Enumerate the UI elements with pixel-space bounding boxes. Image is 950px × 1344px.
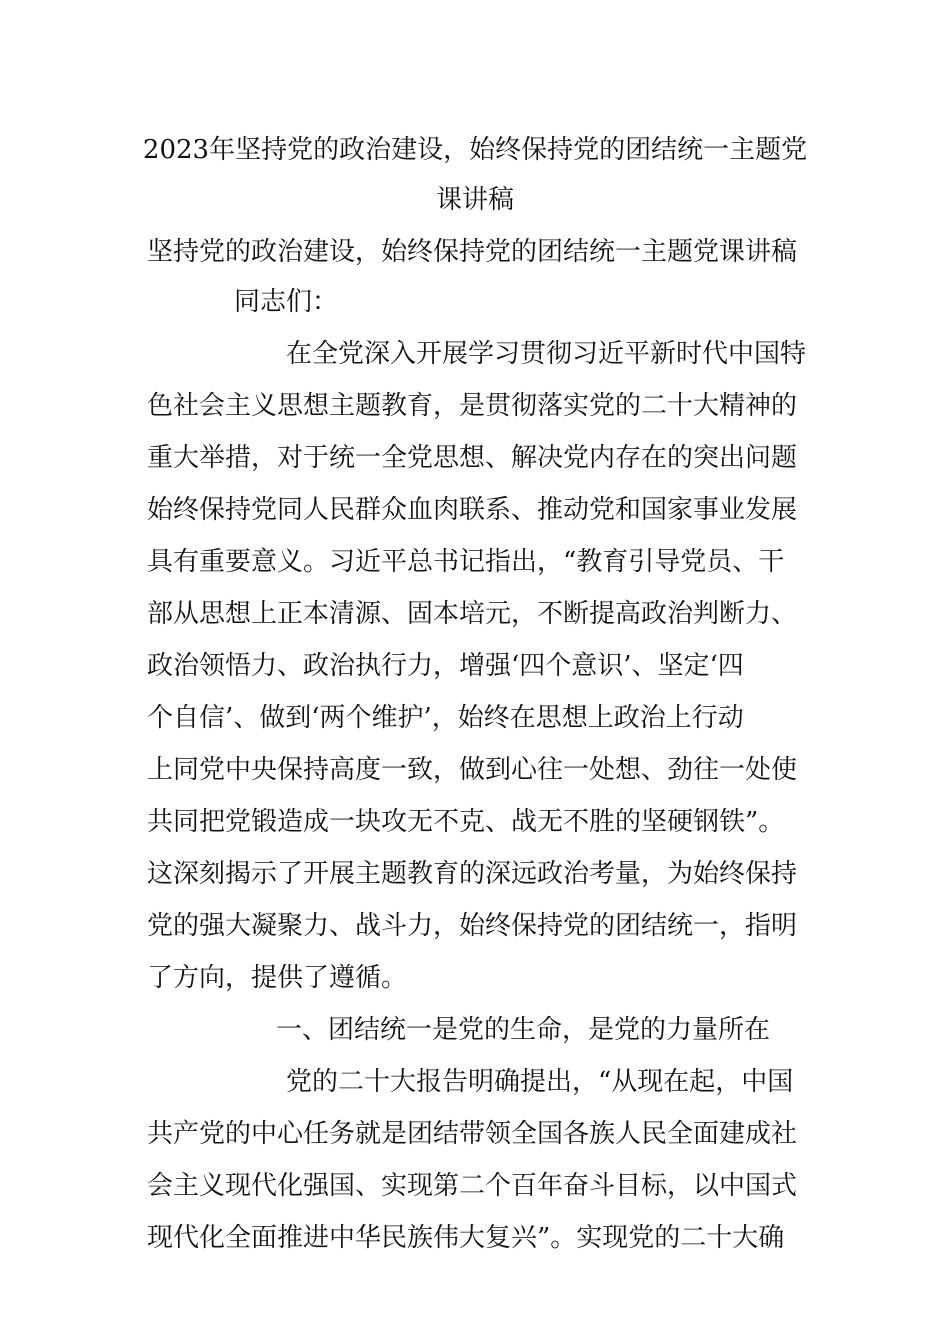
paragraph-1-line: 个自信’、做到‘两个维护’，始终在思想上政治上行动: [147, 703, 744, 733]
paragraph-1-line: 具有重要意义。习近平总书记指出，“教育引导党员、干: [147, 547, 785, 577]
paragraph-1-line: 上同党中央保持高度一致，做到心往一处想、劲往一处使: [147, 755, 798, 785]
paragraph-1-line: 在全党深入开展学习贯彻习近平新时代中国特: [286, 339, 807, 369]
paragraph-1-line: 重大举措，对于统一全党思想、解决党内存在的突出问题: [147, 443, 798, 473]
paragraph-2-line: 党的二十大报告明确提出，“从现在起，中国: [286, 1067, 794, 1097]
paragraph-1-line: 政治领悟力、政治执行力，增强‘四个意识’、坚定‘四: [147, 651, 744, 681]
paragraph-1-line: 部从思想上正本清源、固本培元，不断提高政治判断力、: [147, 599, 798, 629]
paragraph-1-line: 始终保持党同人民群众血肉联系、推动党和国家事业发展: [147, 495, 798, 525]
paragraph-1-line: 这深刻揭示了开展主题教育的深远政治考量，为始终保持: [147, 859, 798, 889]
document-title-line-1: 2023年坚持党的政治建设，始终保持党的团结统一主题党: [142, 135, 808, 165]
paragraph-2-line: 现代化全面推进中华民族伟大复兴”。实现党的二十大确: [147, 1223, 785, 1253]
document-title-line-2: 课讲稿: [435, 185, 514, 215]
document-subtitle: 坚持党的政治建设，始终保持党的团结统一主题党课讲稿: [147, 237, 798, 267]
salutation: 同志们：: [234, 287, 339, 317]
paragraph-1-line: 共同把党锻造成一块攻无不克、战无不胜的坚硬钢铁”。: [147, 807, 785, 837]
paragraph-1-line: 了方向，提供了遵循。: [147, 963, 408, 993]
paragraph-1-line: 色社会主义思想主题教育，是贯彻落实党的二十大精神的: [147, 391, 798, 421]
paragraph-2-line: 会主义现代化强国、实现第二个百年奋斗目标，以中国式: [147, 1171, 798, 1201]
paragraph-2-line: 共产党的中心任务就是团结带领全国各族人民全面建成社: [147, 1119, 798, 1149]
paragraph-1-line: 党的强大凝聚力、战斗力，始终保持党的团结统一，指明: [147, 911, 798, 941]
section-heading: 一、团结统一是党的生命，是党的力量所在: [276, 1015, 771, 1045]
